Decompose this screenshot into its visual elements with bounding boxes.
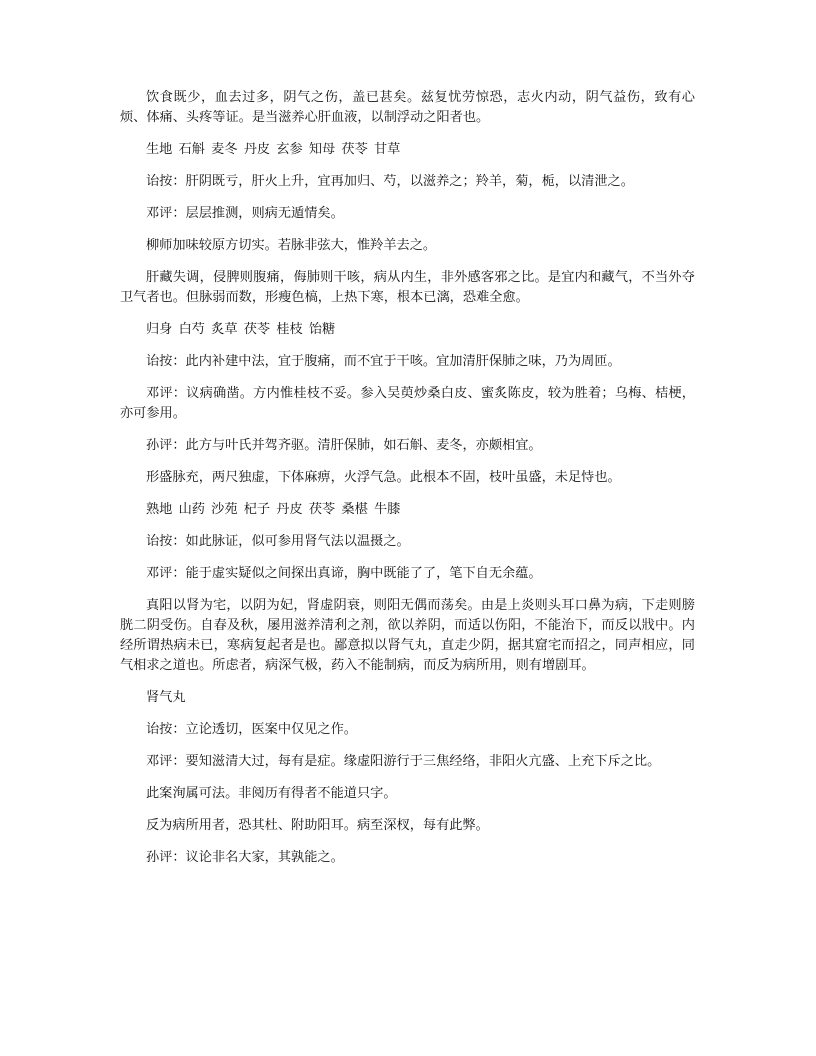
commentary-deng: 邓评：议病确凿。方内惟桂枝不妥。参入吴萸炒桑白皮、蜜炙陈皮，较为胜着；乌梅、桔梗，亦可参用。 bbox=[120, 386, 695, 421]
case-paragraph: 真阳以肾为宅，以阴为妃，肾虚阴衰，则阳无偶而荡矣。由是上炎则头耳口鼻为病，下走则膀胱二阴受伤。自春及秋，屡用滋养清利之剂，欲以养阴，而适以伤阳，不能治下，而反以戕中。内经所谓热病未已，寒病复起者是也。鄙意拟以肾气丸，直走少阴，据其窟宅而招之，同声相应，同气相求之道也。所虑者，病深气极，药入不能制病，而反为病所用，则有增剧耳。 bbox=[120, 598, 695, 673]
prescription-herbs: 熟地 山药 沙苑 杞子 丹皮 茯苓 桑椹 牛膝 bbox=[146, 502, 401, 517]
commentary-yi-an: 诒按：立论透切，医案中仅见之作。 bbox=[146, 722, 357, 737]
commentary-yi-an: 诒按：此内补建中法，宜于腹痛，而不宜于干咳。宜加清肝保肺之味，乃为周匝。 bbox=[146, 354, 621, 369]
commentary-deng: 邓评：层层推测，则病无遁情矣。 bbox=[146, 206, 344, 221]
prescription-herbs: 肾气丸 bbox=[146, 690, 186, 705]
case-paragraph: 饮食既少，血去过多，阴气之伤，盖已甚矣。兹复忧劳惊恐，志火内动，阴气益伤，致有心烦、体痛、头疼等证。是当滋养心肝血液，以制浮动之阳者也。 bbox=[120, 90, 695, 125]
prescription-herbs: 生地 石斛 麦冬 丹皮 玄参 知母 茯苓 甘草 bbox=[146, 142, 401, 157]
prescription-herbs: 归身 白芍 炙草 茯苓 桂枝 饴糖 bbox=[146, 322, 336, 337]
commentary-yi-an: 诒按：如此脉证，似可参用肾气法以温摄之。 bbox=[146, 534, 410, 549]
commentary-sun: 孙评：议论非名大家，其孰能之。 bbox=[146, 850, 344, 865]
commentary-deng: 邓评：能于虚实疑似之间探出真谛，胸中既能了了，笔下自无余蕴。 bbox=[146, 566, 542, 581]
commentary-note: 反为病所用者，恐其杜、附助阳耳。病至深杈，每有此弊。 bbox=[146, 818, 489, 833]
commentary-yi-an: 诒按：肝阴既亏，肝火上升，宜再加归、芍，以滋养之；羚羊，菊，栀，以清泄之。 bbox=[146, 174, 634, 189]
commentary-liu: 柳师加味较原方切实。若脉非弦大，惟羚羊去之。 bbox=[146, 238, 437, 253]
case-paragraph: 形盛脉充，两尺独虚，下体麻痹，火浮气急。此根本不固，枝叶虽盛，未足恃也。 bbox=[146, 470, 621, 485]
case-paragraph: 肝藏失调，侵脾则腹痛，侮肺则干咳，病从内生，非外感客邪之比。是宜内和藏气，不当外夺卫气者也。但脉弱而数，形瘦色槁，上热下寒，根本已漓，恐难全愈。 bbox=[120, 270, 695, 305]
commentary-sun: 孙评：此方与叶氏并驾齐驱。清肝保肺，如石斛、麦冬，亦颇相宜。 bbox=[146, 438, 542, 453]
document-body bbox=[120, 88, 695, 880]
commentary-note: 此案洵属可法。非阅历有得者不能道只字。 bbox=[146, 786, 397, 801]
commentary-deng: 邓评：要知滋清大过，每有是症。缘虚阳游行于三焦经络，非阳火亢盛、上充下斥之比。 bbox=[146, 754, 661, 769]
